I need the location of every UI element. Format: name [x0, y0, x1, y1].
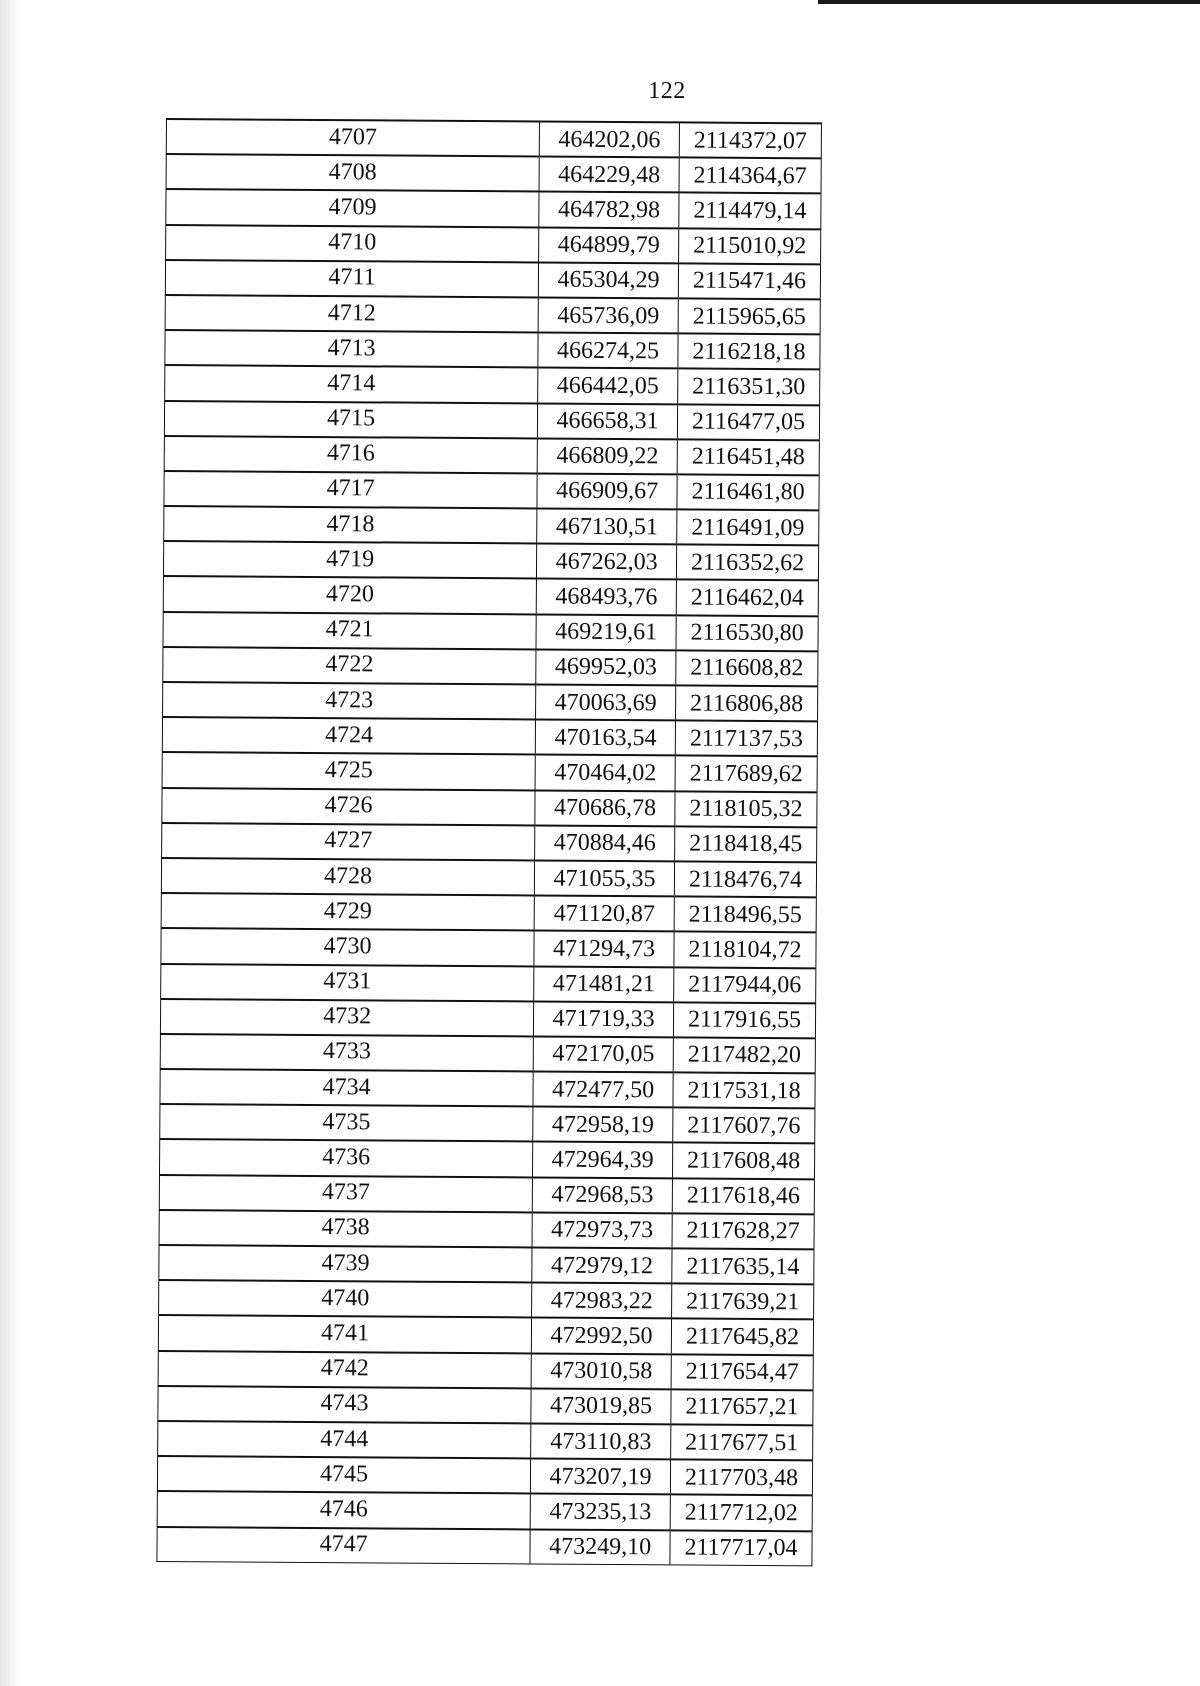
y-coordinate-cell: 2117916,55: [673, 1002, 815, 1038]
point-number-cell: 4716: [164, 436, 537, 474]
y-coordinate-cell: 2117654,47: [671, 1354, 813, 1390]
table-row: [161, 963, 816, 1003]
x-coordinate-cell: 471120,87: [534, 896, 674, 932]
x-coordinate-cell: 472964,39: [533, 1142, 673, 1178]
y-coordinate-cell: 2117657,21: [671, 1389, 813, 1425]
y-coordinate-cell: 2115010,92: [679, 228, 821, 264]
y-coordinate-cell: 2117607,76: [673, 1108, 815, 1144]
table-row: [163, 612, 818, 652]
y-coordinate-cell: 2114364,67: [679, 158, 821, 194]
y-coordinate-cell: 2117717,04: [670, 1530, 812, 1566]
table-row: [166, 225, 821, 265]
table-row: [165, 260, 820, 300]
table-row: [160, 1034, 815, 1074]
x-coordinate-cell: 473249,10: [530, 1529, 670, 1565]
x-coordinate-cell: 471481,21: [534, 966, 674, 1002]
x-coordinate-cell: 467262,03: [537, 544, 677, 580]
table-row: [166, 154, 821, 194]
point-number-cell: 4737: [159, 1175, 532, 1213]
point-number-cell: 4721: [163, 612, 536, 650]
point-number-cell: 4712: [165, 295, 538, 333]
x-coordinate-cell: 467130,51: [537, 509, 677, 545]
y-coordinate-cell: 2118476,74: [674, 861, 816, 897]
x-coordinate-cell: 472477,50: [533, 1072, 673, 1108]
point-number-cell: 4725: [162, 752, 535, 790]
y-coordinate-cell: 2115471,46: [678, 263, 820, 299]
point-number-cell: 4741: [158, 1315, 531, 1353]
table-row: [161, 893, 816, 933]
y-coordinate-cell: 2117689,62: [675, 756, 817, 792]
x-coordinate-cell: 464229,48: [539, 157, 679, 193]
y-coordinate-cell: 2116530,80: [676, 615, 818, 651]
point-number-cell: 4708: [166, 154, 539, 192]
x-coordinate-cell: 469219,61: [536, 614, 676, 650]
point-number-cell: 4734: [160, 1069, 533, 1107]
y-coordinate-cell: 2117645,82: [671, 1319, 813, 1355]
x-coordinate-cell: 471294,73: [534, 931, 674, 967]
point-number-cell: 4717: [164, 471, 537, 509]
x-coordinate-cell: 472968,53: [532, 1177, 672, 1213]
x-coordinate-cell: 470464,02: [535, 755, 675, 791]
x-coordinate-cell: 465304,29: [538, 262, 678, 298]
point-number-cell: 4735: [160, 1104, 533, 1142]
y-coordinate-cell: 2117608,48: [673, 1143, 815, 1179]
point-number-cell: 4732: [160, 999, 533, 1037]
point-number-cell: 4709: [166, 189, 539, 227]
point-number-cell: 4738: [159, 1210, 532, 1248]
y-coordinate-cell: 2117618,46: [672, 1178, 814, 1214]
y-coordinate-cell: 2117531,18: [673, 1072, 815, 1108]
table-row: [164, 400, 819, 440]
y-coordinate-cell: 2118496,55: [674, 897, 816, 933]
x-coordinate-cell: 470686,78: [535, 790, 675, 826]
coordinates-table-body: [157, 119, 822, 1566]
x-coordinate-cell: 473235,13: [530, 1494, 670, 1530]
point-number-cell: 4747: [157, 1526, 530, 1564]
x-coordinate-cell: 471719,33: [534, 1001, 674, 1037]
y-coordinate-cell: 2114479,14: [679, 193, 821, 229]
x-coordinate-cell: 470063,69: [536, 684, 676, 720]
x-coordinate-cell: 473019,85: [531, 1388, 671, 1424]
point-number-cell: 4730: [161, 928, 534, 966]
table-row: [163, 541, 818, 581]
x-coordinate-cell: 466274,25: [538, 333, 678, 369]
point-number-cell: 4723: [163, 682, 536, 720]
y-coordinate-cell: 2118418,45: [675, 826, 817, 862]
point-number-cell: 4733: [160, 1034, 533, 1072]
y-coordinate-cell: 2116218,18: [678, 334, 820, 370]
table-row: [157, 1456, 812, 1496]
table-row: [158, 1421, 813, 1461]
point-number-cell: 4743: [158, 1386, 531, 1424]
y-coordinate-cell: 2116608,82: [676, 650, 818, 686]
point-number-cell: 4727: [162, 823, 535, 861]
table-row: [166, 119, 821, 159]
table-row: [166, 189, 821, 229]
point-number-cell: 4713: [165, 330, 538, 368]
x-coordinate-cell: 465736,09: [538, 297, 678, 333]
y-coordinate-cell: 2117712,02: [670, 1495, 812, 1531]
scan-edge-top: [818, 0, 1200, 4]
x-coordinate-cell: 472983,22: [532, 1283, 672, 1319]
y-coordinate-cell: 2118104,72: [674, 932, 816, 968]
table-row: [162, 788, 817, 828]
table-row: [158, 1351, 813, 1391]
y-coordinate-cell: 2117482,20: [673, 1037, 815, 1073]
y-coordinate-cell: 2116351,30: [678, 369, 820, 405]
y-coordinate-cell: 2118105,32: [675, 791, 817, 827]
point-number-cell: 4724: [162, 717, 535, 755]
x-coordinate-cell: 472979,12: [532, 1247, 672, 1283]
y-coordinate-cell: 2117703,48: [670, 1460, 812, 1496]
y-coordinate-cell: 2116352,62: [676, 545, 818, 581]
table-row: [163, 682, 818, 722]
x-coordinate-cell: 464202,06: [539, 121, 679, 157]
point-number-cell: 4731: [161, 963, 534, 1001]
y-coordinate-cell: 2116806,88: [676, 685, 818, 721]
y-coordinate-cell: 2117628,27: [672, 1213, 814, 1249]
x-coordinate-cell: 472958,19: [533, 1107, 673, 1143]
x-coordinate-cell: 466658,31: [538, 403, 678, 439]
coordinates-table: [156, 118, 822, 1567]
point-number-cell: 4711: [165, 260, 538, 298]
x-coordinate-cell: 464899,79: [539, 227, 679, 263]
y-coordinate-cell: 2116461,80: [677, 474, 819, 510]
point-number-cell: 4722: [163, 647, 536, 685]
page-number: 122: [648, 78, 686, 104]
point-number-cell: 4739: [159, 1245, 532, 1283]
table-row: [164, 471, 819, 511]
point-number-cell: 4744: [158, 1421, 531, 1459]
table-row: [163, 647, 818, 687]
table-row: [160, 1069, 815, 1109]
x-coordinate-cell: 464782,98: [539, 192, 679, 228]
table-row: [164, 436, 819, 476]
table-row: [165, 330, 820, 370]
table-row: [158, 1315, 813, 1355]
table-row: [158, 1386, 813, 1426]
y-coordinate-cell: 2116451,48: [677, 439, 819, 475]
point-number-cell: 4710: [166, 225, 539, 263]
y-coordinate-cell: 2115965,65: [678, 298, 820, 334]
table-row: [164, 506, 819, 546]
x-coordinate-cell: 470163,54: [535, 720, 675, 756]
x-coordinate-cell: 472973,73: [532, 1212, 672, 1248]
table-row: [161, 928, 816, 968]
y-coordinate-cell: 2116477,05: [677, 404, 819, 440]
table-row: [159, 1139, 814, 1179]
y-coordinate-cell: 2117944,06: [674, 967, 816, 1003]
table-row: [165, 365, 820, 405]
x-coordinate-cell: 472170,05: [533, 1036, 673, 1072]
table-row: [162, 752, 817, 792]
table-row: [160, 1104, 815, 1144]
y-coordinate-cell: 2116491,09: [677, 509, 819, 545]
point-number-cell: 4728: [161, 858, 534, 896]
x-coordinate-cell: 470884,46: [535, 825, 675, 861]
y-coordinate-cell: 2117677,51: [671, 1424, 813, 1460]
point-number-cell: 4736: [159, 1139, 532, 1177]
point-number-cell: 4707: [166, 119, 539, 157]
table-row: [162, 823, 817, 863]
table-row: [161, 858, 816, 898]
point-number-cell: 4718: [164, 506, 537, 544]
point-number-cell: 4720: [163, 576, 536, 614]
y-coordinate-cell: 2117635,14: [672, 1248, 814, 1284]
x-coordinate-cell: 473010,58: [531, 1353, 671, 1389]
x-coordinate-cell: 466809,22: [537, 438, 677, 474]
table-row: [160, 999, 815, 1039]
point-number-cell: 4714: [165, 365, 538, 403]
point-number-cell: 4729: [161, 893, 534, 931]
table-row: [162, 717, 817, 757]
y-coordinate-cell: 2114372,07: [679, 122, 821, 158]
y-coordinate-cell: 2117137,53: [675, 721, 817, 757]
table-row: [159, 1245, 814, 1285]
point-number-cell: 4726: [162, 788, 535, 826]
point-number-cell: 4740: [159, 1280, 532, 1318]
table-row: [159, 1280, 814, 1320]
x-coordinate-cell: 473110,83: [531, 1423, 671, 1459]
x-coordinate-cell: 466909,67: [537, 473, 677, 509]
point-number-cell: 4746: [157, 1491, 530, 1529]
scan-edge-left: [0, 0, 22, 1686]
x-coordinate-cell: 471055,35: [535, 860, 675, 896]
point-number-cell: 4719: [163, 541, 536, 579]
table-row: [165, 295, 820, 335]
point-number-cell: 4745: [157, 1456, 530, 1494]
y-coordinate-cell: 2116462,04: [676, 580, 818, 616]
x-coordinate-cell: 473207,19: [531, 1459, 671, 1495]
table-row: [157, 1491, 812, 1531]
table-row: [159, 1175, 814, 1215]
x-coordinate-cell: 469952,03: [536, 649, 676, 685]
y-coordinate-cell: 2117639,21: [672, 1284, 814, 1320]
point-number-cell: 4742: [158, 1351, 531, 1389]
point-number-cell: 4715: [164, 400, 537, 438]
x-coordinate-cell: 466442,05: [538, 368, 678, 404]
x-coordinate-cell: 468493,76: [536, 579, 676, 615]
table-row: [157, 1526, 812, 1566]
x-coordinate-cell: 472992,50: [531, 1318, 671, 1354]
table-row: [163, 576, 818, 616]
table-row: [159, 1210, 814, 1250]
